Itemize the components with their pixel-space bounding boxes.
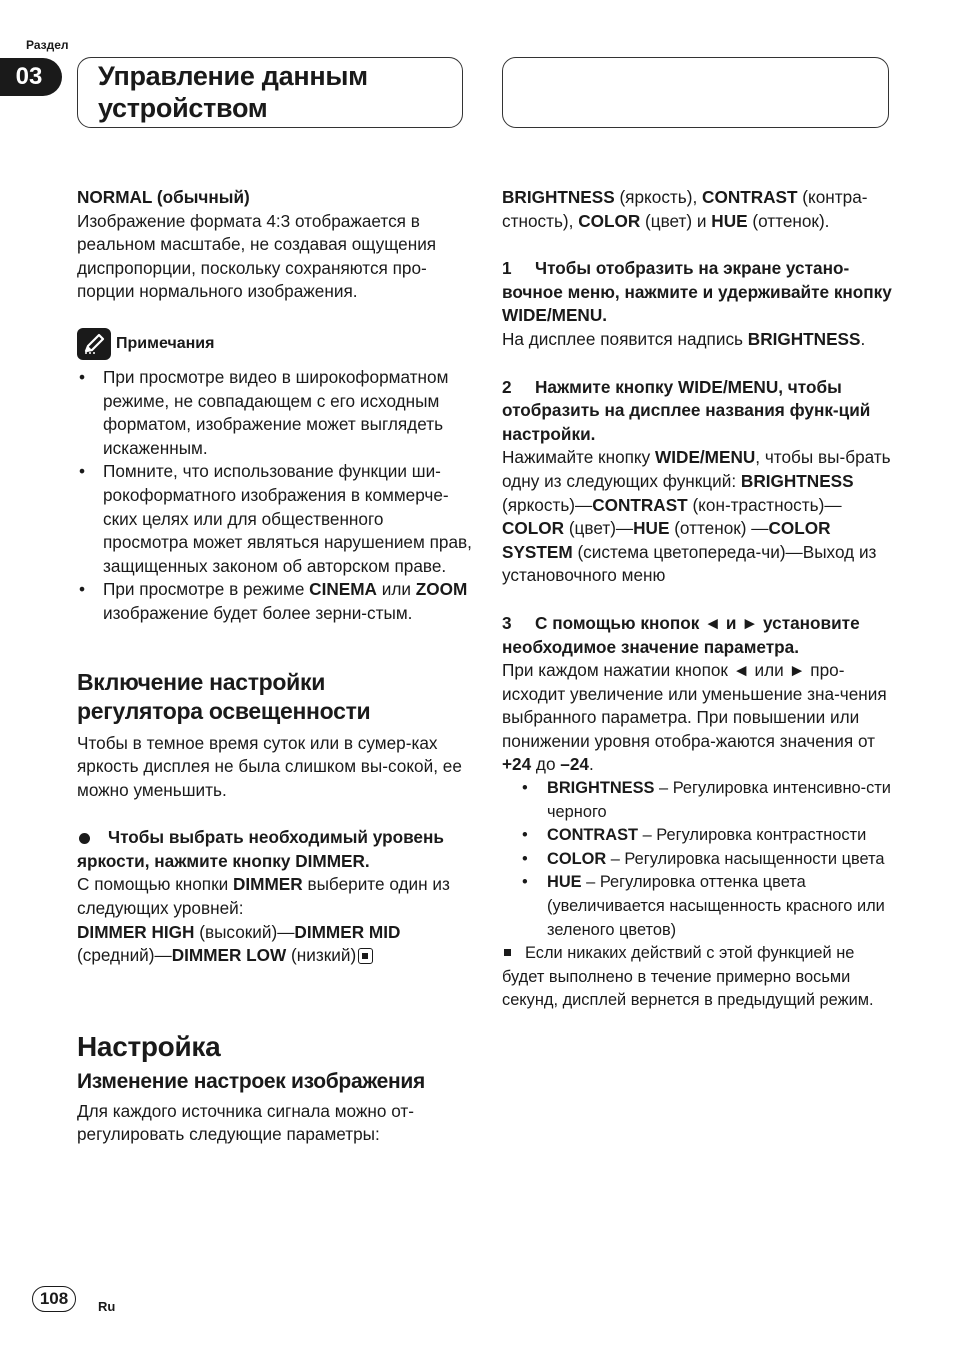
notes-list	[77, 366, 472, 626]
notes-header	[77, 328, 472, 360]
step3-heading: 3 С помощью кнопок ◄ и ► установите необходимое значение параметра.	[502, 612, 860, 657]
parameter-item: • CONTRAST – Регулировка контрастности	[502, 824, 897, 848]
right-column	[502, 186, 897, 1013]
image-settings-heading: Изменение настроек изображения	[77, 1069, 425, 1093]
final-note: Если никаких действий с этой функцией не будет выполнено в течение примерно восьми секунд, дисплей вернется в предыдущий режим.	[502, 944, 874, 1010]
dimmer-intro: Чтобы в темное время суток или в сумер-ках яркость дисплея не была слишком вы-сокой, ее можно уменьшить.	[77, 732, 462, 800]
note-item: • При просмотре видео в широкоформатном режиме, не совпадающем с его исходным форматом, изображение может выглядеть искаженным.	[77, 366, 472, 460]
step1-text: На дисплее появится надпись BRIGHTNESS.	[502, 328, 866, 349]
dimmer-text: С помощью кнопки DIMMER выберите один из следующих уровней:	[77, 874, 450, 919]
language-code: Ru	[98, 1299, 116, 1314]
empty-header-box	[502, 57, 889, 128]
chapter-title-line2: устройством	[98, 93, 268, 123]
step1-heading: 1 Чтобы отобразить на экране устано-вочное меню, нажмите и удерживайте кнопку WIDE/MENU.	[502, 258, 892, 326]
step2-heading: 2 Нажмите кнопку WIDE/MENU, чтобы отобразить на дисплее названия функ-ций настройки.	[502, 376, 871, 444]
note-item: • Помните, что использование функции ши-рокоформатного изображения в коммерче-ских целях или для общественного просмотра может являться нарушением прав, защищенных законом об авторском праве.	[77, 460, 472, 578]
parameter-list	[502, 777, 897, 942]
setup-title: Настройка	[77, 1030, 221, 1062]
bullet-dot-icon	[79, 833, 90, 844]
square-bullet-icon	[504, 949, 511, 956]
section-number: 03	[0, 58, 62, 96]
page-number: 108	[32, 1286, 76, 1312]
step3-text: При каждом нажатии кнопок ◄ или ► про-исходит увеличение или уменьшение зна-чения выбранного параметра. При повышении или понижении уровня отобра-жаются значения от +24 до –24.	[502, 660, 887, 775]
parameter-item: • COLOR – Регулировка насыщенности цвета	[502, 848, 897, 872]
end-stop-icon	[358, 948, 373, 964]
notes-title: Примечания	[116, 335, 215, 353]
parameter-item: • BRIGHTNESS – Регулировка интенсивно-сти черного	[502, 777, 897, 824]
dimmer-levels: DIMMER HIGH (высокий)—DIMMER MID (средний)—DIMMER LOW (низкий)	[77, 921, 401, 966]
chapter-title	[77, 57, 463, 128]
parameter-item: • HUE – Регулировка оттенка цвета (увеличивается насыщенность красного или зеленого цветов)	[502, 871, 897, 942]
normal-heading: NORMAL (обычный)	[77, 187, 250, 207]
image-intro: Для каждого источника сигнала можно от-регулировать следующие параметры:	[77, 1100, 415, 1145]
chapter-title-line1: Управление данным	[98, 61, 368, 91]
left-column	[77, 186, 472, 1147]
section-label: Раздел	[26, 38, 69, 52]
step2-text: Нажимайте кнопку WIDE/MENU, чтобы вы-брать одну из следующих функций: BRIGHTNESS (яркость)—CONTRAST (кон-трастность)—COLOR (цвет)—HUE (оттенок) —COLOR SYSTEM (система цветопереда-чи)—Выход из установочного меню	[502, 447, 891, 586]
note-pencil-icon	[77, 328, 111, 360]
dimmer-heading: Включение настройки регулятора освещенности	[77, 668, 371, 724]
dimmer-step: Чтобы выбрать необходимый уровень яркости, нажмите кнопку DIMMER.	[77, 827, 444, 871]
normal-text: Изображение формата 4:3 отображается в реальном масштабе, не создавая ощущения диспропорции, поскольку сохраняются про-порции нормального изображения.	[77, 210, 437, 302]
params-text: BRIGHTNESS (яркость), CONTRAST (контра-стность), COLOR (цвет) и HUE (оттенок).	[502, 187, 868, 231]
note-item: • При просмотре в режиме CINEMA или ZOOM изображение будет более зерни-стым.	[77, 578, 472, 625]
